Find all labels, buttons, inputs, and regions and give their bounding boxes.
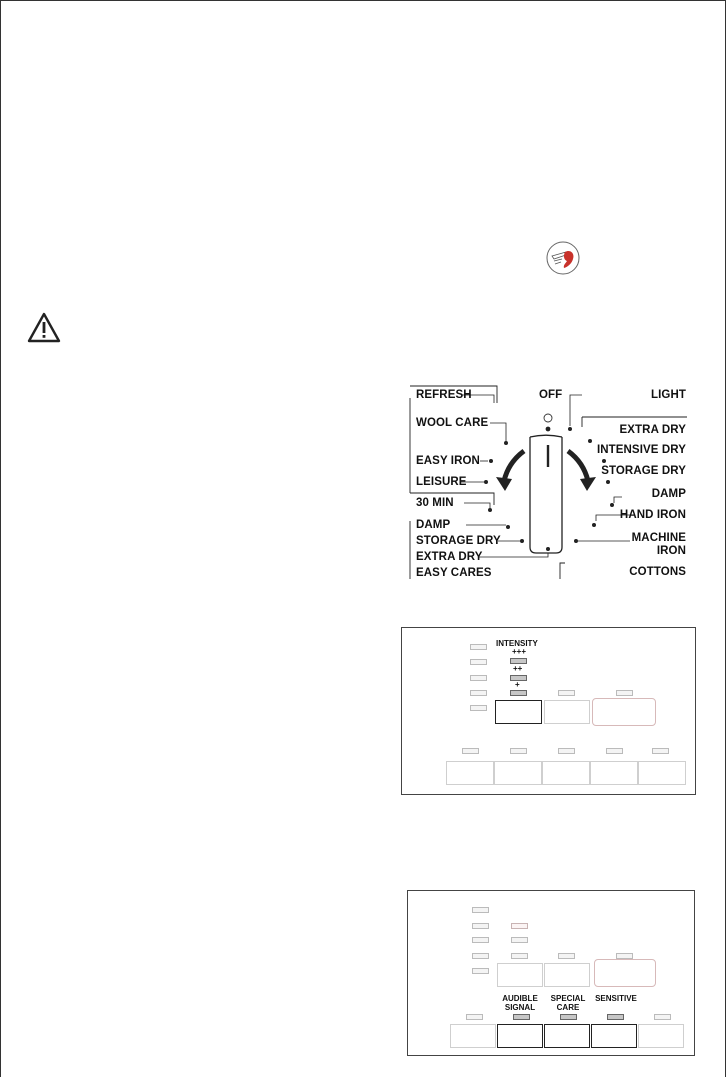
start-pause-button[interactable]: [592, 698, 656, 726]
audible-signal-button[interactable]: [497, 1024, 543, 1048]
intensity-level-low: +: [515, 680, 520, 689]
option-button-4[interactable]: [590, 761, 638, 785]
special-care-label: SPECIAL CARE: [550, 994, 586, 1012]
indicator-led: [511, 937, 528, 943]
indicator-led: [511, 923, 528, 929]
dial-label-light: LIGHT: [651, 389, 686, 401]
indicator-led: [558, 690, 575, 696]
intensity-button[interactable]: [495, 700, 542, 724]
option-button-5[interactable]: [638, 1024, 684, 1048]
start-pause-button[interactable]: [594, 959, 656, 987]
intensity-level-high: +++: [512, 647, 527, 656]
sensitive-label: SENSITIVE: [595, 994, 637, 1003]
counterclockwise-arrow-icon: [496, 451, 524, 491]
indicator-led: [472, 953, 489, 959]
indicator-led: [652, 748, 669, 754]
dial-label-storage-dry-right: STORAGE DRY: [601, 465, 686, 477]
dial-label-extra-dry-right: EXTRA DRY: [619, 424, 686, 436]
indicator-led: [470, 690, 487, 696]
indicator-led: [470, 705, 487, 711]
sensitive-button[interactable]: [591, 1024, 637, 1048]
dial-label-30-min: 30 MIN: [416, 497, 454, 509]
safety-logo-icon: [546, 241, 580, 275]
indicator-led: [510, 748, 527, 754]
indicator-led: [472, 968, 489, 974]
special-care-led: [560, 1014, 577, 1020]
dial-label-refresh: REFRESH: [416, 389, 472, 401]
indicator-led: [616, 690, 633, 696]
option-button-3[interactable]: [542, 761, 590, 785]
indicator-led: [462, 748, 479, 754]
dial-label-extra-dry-left: EXTRA DRY: [416, 551, 483, 563]
option-button[interactable]: [544, 700, 590, 724]
indicator-led: [606, 748, 623, 754]
indicator-led: [470, 659, 487, 665]
dial-label-hand-iron: HAND IRON: [619, 509, 686, 521]
indicator-led: [466, 1014, 483, 1020]
indicator-led: [654, 1014, 671, 1020]
dial-label-cottons: COTTONS: [629, 566, 686, 578]
option-button[interactable]: [497, 963, 543, 987]
special-care-button[interactable]: [544, 1024, 590, 1048]
dial-label-easy-cares: EASY CARES: [416, 567, 492, 579]
dial-label-damp-left: DAMP: [416, 519, 451, 531]
warning-triangle-icon: [26, 311, 62, 345]
sensitive-led: [607, 1014, 624, 1020]
indicator-led: [558, 953, 575, 959]
dial-label-damp-right: DAMP: [651, 488, 686, 500]
option-button-5[interactable]: [638, 761, 686, 785]
dial-label-leisure: LEISURE: [416, 476, 467, 488]
audible-signal-label: AUDIBLE SIGNAL: [502, 994, 538, 1012]
program-dial-panel: [382, 381, 692, 583]
indicator-led: [472, 937, 489, 943]
option-button-2[interactable]: [494, 761, 542, 785]
indicator-led: [470, 675, 487, 681]
indicator-led: [472, 923, 489, 929]
indicator-led: [472, 907, 489, 913]
dial-label-easy-iron: EASY IRON: [416, 455, 480, 467]
dial-label-iron: IRON: [656, 545, 686, 557]
intensity-label: INTENSITY: [496, 639, 538, 648]
dial-label-machine: MACHINE: [631, 532, 686, 544]
intensity-level-mid: ++: [513, 664, 523, 673]
control-panel-options: [407, 890, 695, 1056]
intensity-led-low: [510, 690, 527, 696]
option-button[interactable]: [544, 963, 590, 987]
option-button-1[interactable]: [450, 1024, 496, 1048]
indicator-led: [511, 953, 528, 959]
indicator-led: [470, 644, 487, 650]
dial-label-storage-dry-left: STORAGE DRY: [416, 535, 501, 547]
clockwise-arrow-icon: [568, 451, 596, 491]
dial-label-off: OFF: [539, 389, 563, 401]
dial-label-wool-care: WOOL CARE: [416, 417, 489, 429]
audible-signal-led: [513, 1014, 530, 1020]
control-panel-intensity: [401, 627, 696, 795]
dial-label-intensive-dry: INTENSIVE DRY: [596, 444, 686, 456]
option-button-1[interactable]: [446, 761, 494, 785]
indicator-led: [558, 748, 575, 754]
